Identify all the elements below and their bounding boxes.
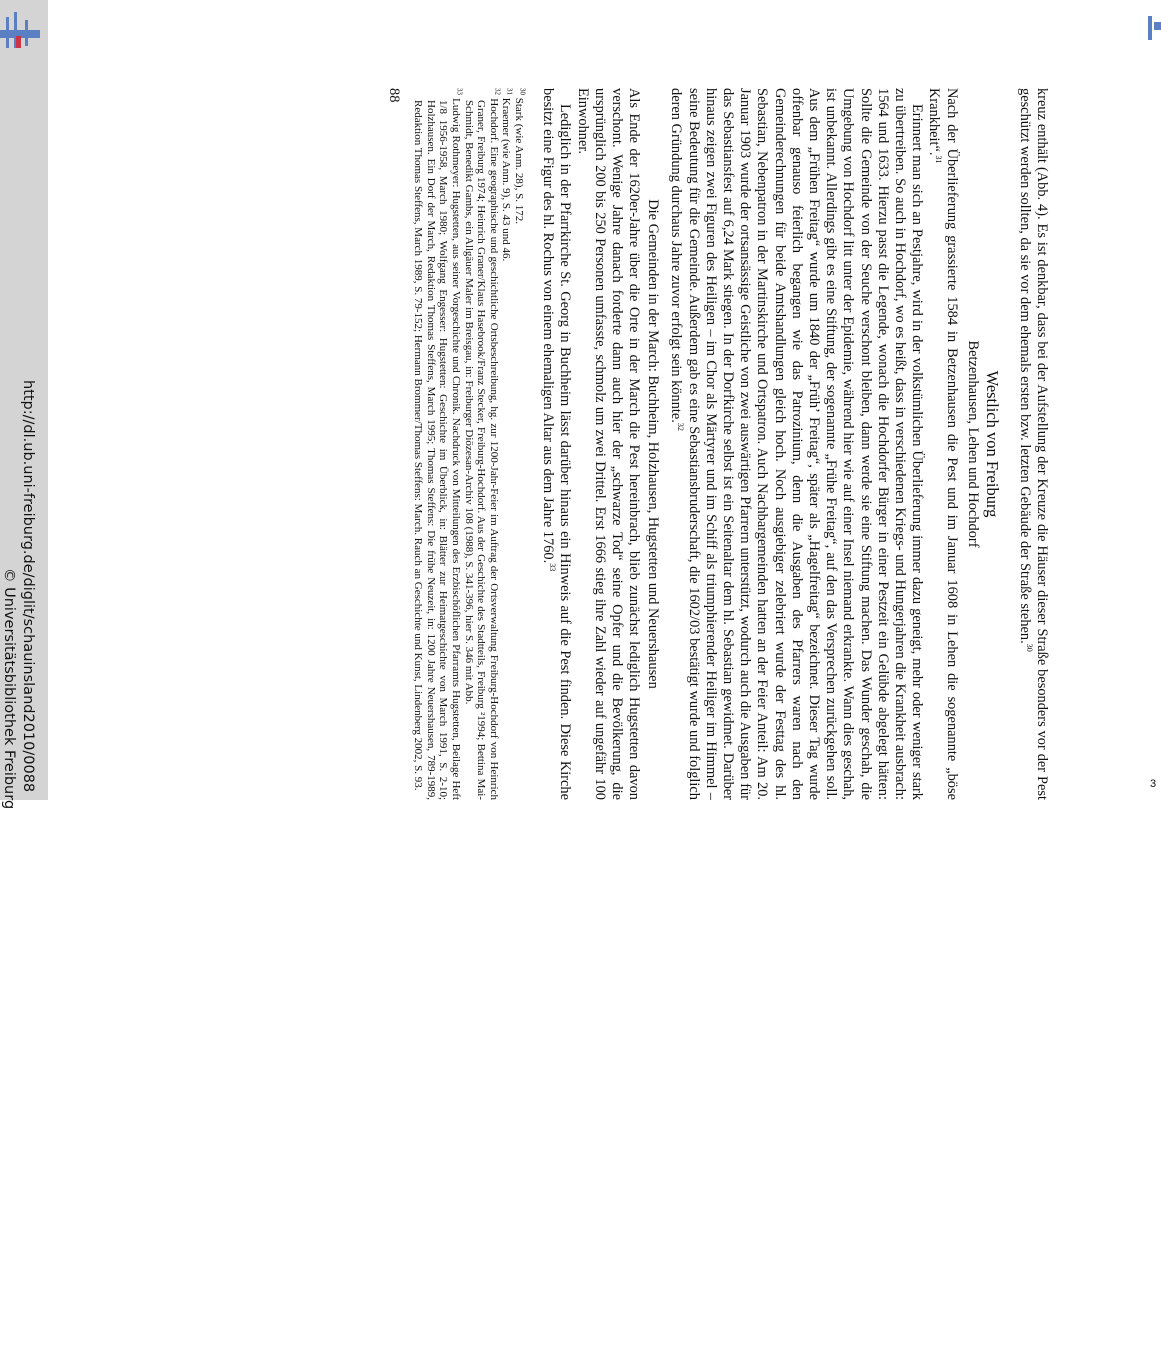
footnotes	[412, 88, 525, 800]
footnote: $^{32}$ Hochdorf. Eine geographische und geschichtliche Ortsbeschreibung, hg. zur 1200-Jahr-Feier im Auftrag der Ortsverwaltung Freiburg-Hochdorf von Heinrich Graner, Freiburg 1974; Heinrich Graner/Klaus Hasebrook/Franz Stecker, Freiburg-Hochdorf. Aus der Geschichte des Stadtteils, Freiburg ²1994; Bettina Mai-Schmidt, Benedikt Gambs, ein Allgäuer Maler im Breisgau, in: Freiburger Diözesan-Archiv 108 (1988), S. 341-396, hier S. 346 mit Abb.	[462, 88, 502, 800]
library-logo-icon	[0, 8, 40, 52]
paragraph: Erinnert man sich an Pestjahre, wird in der volkstümlichen Überlieferung immer dazu geneigt, mehr oder weniger stark zu übertreiben. So auch in Hochdorf, wo es heißt, dass in verschiedenen Kriegs- und Hungerjahren die Krankheit ausbrach: 1564 und 1633. Hierzu passt die Legende, wonach die Hochdorfer Bürger in einer Pestzeit ein Gelübde abgelegt hätten: Sollte die Gemeinde von der Seuche verschont bleiben, dann werde sie eine Stiftung machen. Das Wunder geschah, die Umgebung von Hochdorf litt unter der Epidemie, während hier wie auf einer Insel niemand erkrankte. Wann dies geschah, ist unbekannt. Allerdings gibt es eine Stiftung, der sogenannte „Frühe Freitag“, auf den das Versprechen zurückgehen soll. Aus dem „Frühen Freitag“ wurde um 1840 der „Früh’ Freitag“, später als „Hagelfreitag“ bezeichnet. Dieser Tag wurde offenbar genauso feierlich begangen wie das Patrozinium, denn die Ausgaben des Pfarrers waren nach den Gemeinderechnungen für beide Amtshandlungen gleich hoch. Noch ausgiebiger zelebriert wurde der Festtag des hl. Sebastian, Nebenpatron in der Martinskirche und Ortspatron. Auch Nachbargemeinden hatten an der Feier Anteil: Am 20. Januar 1903 wurde der ortsansässige Geistliche von zwei auswärtigen Pfarrern unterstützt, wodurch auch die Ausgaben für das Sebastiansfest auf 6,24 Mark stiegen. In der Dorfkirche selbst ist ein Seitenaltar dem hl. Sebastian gewidmet. Darüber hinaus zeigen zwei Figuren des Heiligen – im Chor als Märtyrer und im Schiff als triumphierender Heiliger im Himmel – seine Bedeutung für die Gemeinde. Außerdem gab es eine Sebastiansbruderschaft, die 1602/03 bestätigt wurde und folglich deren Gründung durchaus Jahre zuvor erfolgt sein könnte.$^{32}$	[668, 88, 926, 800]
paragraph: Lediglich in der Pfarrkirche St. Georg in Buchheim lässt darüber hinaus ein Hinweis auf die Pest finden. Diese Kirche besitzt eine Figur des hl. Rochus von einem ehemaligen Altar aus dem Jahre 1760.33	[540, 88, 574, 800]
page-number: 88	[385, 88, 402, 103]
copyright-notice: © Universitätsbibliothek Freiburg	[1, 568, 17, 810]
footnote: $^{31}$ Kraemer (wie Anm. 9), S. 43 und 46.	[500, 88, 514, 262]
book-page	[50, 88, 1050, 800]
intro-paragraph: kreuz enthält (Abb. 4). Es ist denkbar, dass bei der Aufstellung der Kreuze die Häuser dieser Straße besonders vor der Pest geschützt werden sollten, da sie vor dem ehemals ersten bzw. letzten Gebäude der Straße stehen.$^{30}$	[1016, 88, 1050, 800]
library-logo-right-icon	[1146, 14, 1161, 44]
section-subheading: Betzenhausen, Lehen und Hochdorf	[964, 340, 981, 548]
paragraph: Als Ende der 1620er-Jahre über die Orte in der March die Pest hereinbrach, blieb zunächst lediglich Hugstetten davon verschont. Wenige Jahre danach forderte dann auch hier der „schwarze Tod“ seine Opfer und die Bevölkerung, die ursprünglich 200 bis 250 Personen umfasste, schmolz um zwei Drittel. Erst 1666 stieg ihre Zahl wieder auf ungefähr 100 Einwohner.	[574, 88, 643, 800]
footnote-ref: 32	[676, 422, 686, 431]
footnote: $^{33}$ Ludwig Rothmeyer: Hugstetten, aus seiner Vorgeschichte und Chronik. Nachdruck von Mitteilungen des Erzbischöflichen Pfarramts Hugstetten, Beilage Heft 1/8 1956-1958, March 1980; Wolfgang Engesser: Hugstetten: Geschichte im Überblick, in: Blätter zur Heimatgeschichte von March 1991, S. 2-10; Holzhausen. Ein Dorf der March, Redaktion Thomas Steffens, March 1995; Thomas Steffens: Die frühe Neuzeit, in: 1200 Jahre Neuershausen, 789-1989, Redaktion Thomas Steffens, March 1989, S. 79-152; Hermann Brommer/Thomas Steffens: March. Rauch an Geschichte und Kunst, Lindenberg 2002, S. 93.	[412, 88, 464, 801]
source-url[interactable]: http://dl.ub.uni-freiburg.de/diglit/schauinsland2010/0088	[20, 380, 36, 793]
corner-mark: 3	[1150, 778, 1157, 790]
footnote-ref: 33	[547, 563, 557, 572]
paragraph: Nach der Überlieferung grassierte 1584 in Betzenhausen die Pest und im Januar 1608 in Lehen die sogenannte „böse Krankheit“.$^{31}$	[926, 88, 960, 800]
subsection-heading: Die Gemeinden in der March: Buchheim, Holzhausen, Hugstetten und Neuershausen	[645, 199, 662, 689]
footnote: $^{30}$ Stark (wie Anm. 28), S. 172.	[512, 88, 527, 224]
footnote-ref: 31	[934, 155, 944, 164]
section-heading: Westlich von Freiburg	[982, 370, 1002, 518]
footnote-ref: 30	[1024, 643, 1034, 652]
